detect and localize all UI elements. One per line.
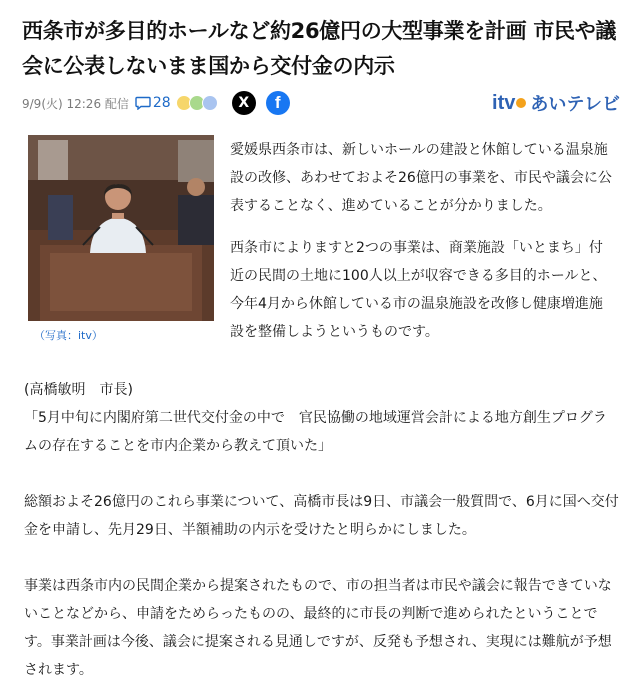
article-headline: 西条市が多目的ホールなど約26億円の大型事業を計画 市民や議会に公表しないまま国から交付金の内示 (22, 19, 617, 78)
photo-caption: （写真：itv） (34, 329, 103, 342)
reaction-icons[interactable] (174, 95, 218, 111)
comment-count[interactable]: 28 (152, 95, 171, 111)
share-buttons (232, 91, 300, 115)
publish-date: 9/9(火) 12:26 配信 (22, 96, 129, 111)
source-logo[interactable] (492, 90, 620, 116)
x-logo-icon: X (238, 95, 250, 111)
quote-text: 「5月中旬に内閣府第二世代交付金の中で 官民協働の地域運営会計による地方創生プログラムの存在することを市内企業から教えて頂いた」 (24, 410, 607, 454)
logo-ai-tv: あいテレビ (530, 94, 620, 115)
lead-paragraph-1: 愛媛県西条市は、新しいホールの建設と休館している温泉施設の改修、あわせておよそ26億円の事業を、市民や議会に公表することなく、進めていることが分かりました。 (230, 142, 612, 214)
logo-itv: itv (492, 91, 516, 114)
x-share-button[interactable] (232, 91, 256, 115)
body-paragraph-4: 事業は西条市内の民間企業から提案されたもので、市の担当者は市民や議会に報告できていないことなどから、申請をためらったものの、最終的に市長の判断で進められたということです。事業計画は今後、議会に提案される見通しですが、反発も予想され、実現には難航が予想されます。 (24, 578, 612, 678)
article-body (24, 376, 620, 684)
logo-dot-icon (516, 98, 526, 108)
article-photo[interactable] (28, 135, 214, 321)
facebook-share-button[interactable] (266, 91, 290, 115)
facebook-logo-icon: f (274, 93, 281, 112)
body-paragraph-3: 総額およそ26億円のこれら事業について、高橋市長は9日、市議会一般質問で、6月に国へ交付金を申請し、先月29日、半額補助の内示を受けたと明らかにしました。 (24, 494, 619, 538)
lead-paragraph-2: 西条市によりますと2つの事業は、商業施設「いとまち」付近の民間の土地に100人以上が収容できる多目的ホールと、今年4月から休館している市の温泉施設を改修し健康増進施設を整備しようというものです。 (230, 240, 607, 340)
photo-illustration (28, 135, 214, 321)
quote-speaker: (高橋敏明 市長) (24, 382, 133, 398)
lead-text (230, 136, 616, 360)
comment-icon[interactable] (135, 96, 151, 110)
